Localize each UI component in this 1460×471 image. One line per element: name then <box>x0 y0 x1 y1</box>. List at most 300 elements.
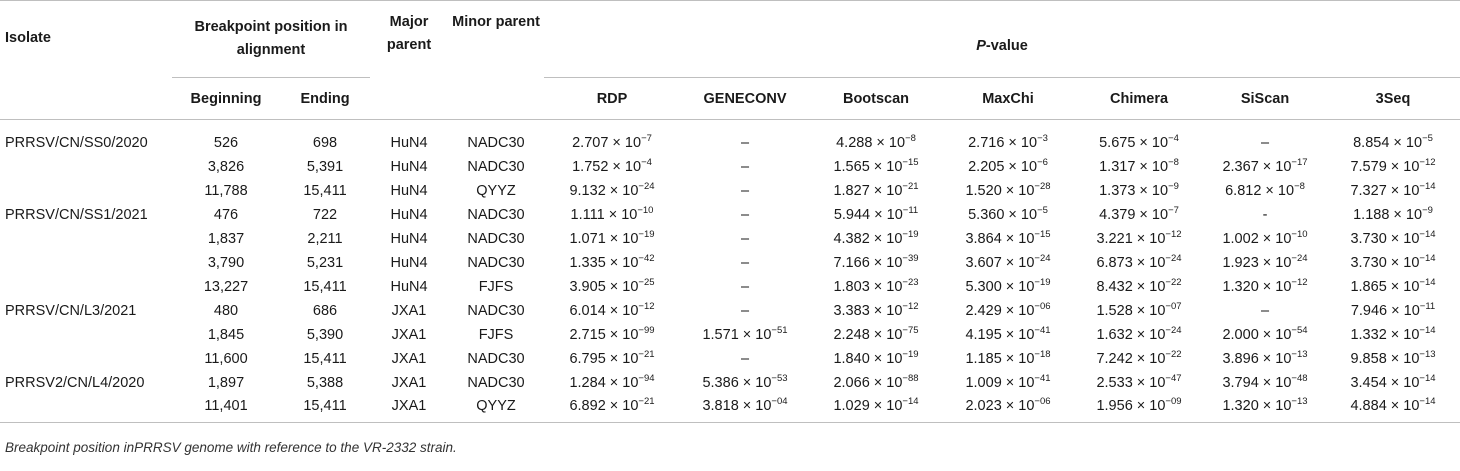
p-value-exponent: −13 <box>1419 348 1436 360</box>
p-value-cell <box>942 323 1074 347</box>
p-value-cell <box>1074 395 1204 423</box>
table-row <box>0 120 1460 155</box>
p-value-cell <box>544 323 680 347</box>
p-value-cell <box>1204 251 1326 275</box>
p-value-mantissa: 1.111 × 10 <box>570 206 638 223</box>
p-value-exponent: −15 <box>1034 228 1051 240</box>
p-value-exponent: −3 <box>1037 132 1048 144</box>
p-value-cell <box>680 395 810 423</box>
table-row <box>0 275 1460 299</box>
p-value-mantissa: 2.000 × 10 <box>1222 326 1292 343</box>
p-value-mantissa: 1.565 × 10 <box>833 158 903 175</box>
minor-parent-cell: QYYZ <box>476 182 516 199</box>
p-value-mantissa: 1.071 × 10 <box>569 230 639 247</box>
ending-cell: 15,411 <box>303 278 347 295</box>
header-method: MaxChi <box>942 78 1074 120</box>
p-value-mantissa: 3.794 × 10 <box>1222 374 1292 391</box>
isolate-cell: PRRSV/CN/SS0/2020 <box>5 134 148 151</box>
p-value-cell <box>1074 299 1204 323</box>
major-parent-cell: JXA1 <box>391 398 427 415</box>
p-value-exponent: −13 <box>1291 396 1308 408</box>
p-value-cell <box>680 299 810 323</box>
header-p-letter: P <box>976 37 986 54</box>
p-value-mantissa: 7.327 × 10 <box>1350 182 1420 199</box>
p-value-mantissa: 1.840 × 10 <box>833 350 903 367</box>
p-value-exponent: −19 <box>1034 276 1051 288</box>
p-value-mantissa: 1.185 × 10 <box>965 350 1035 367</box>
p-value-cell <box>942 299 1074 323</box>
p-value-exponent: −12 <box>1165 228 1182 240</box>
table-row <box>0 299 1460 323</box>
major-parent-cell: HuN4 <box>390 134 428 151</box>
p-value-exponent: −99 <box>638 324 655 336</box>
ending-cell: 15,411 <box>303 350 347 367</box>
p-value-cell <box>810 203 942 227</box>
p-value-cell <box>544 251 680 275</box>
p-value-mantissa: 1.188 × 10 <box>1353 206 1423 223</box>
table-row <box>0 251 1460 275</box>
p-value-mantissa: 1.002 × 10 <box>1222 230 1292 247</box>
p-value-cell <box>680 275 810 299</box>
isolate-cell: PRRSV/CN/SS1/2021 <box>5 206 148 223</box>
p-value-cell <box>810 155 942 179</box>
p-value-exponent: −9 <box>1168 180 1179 192</box>
p-value-mantissa: 2.715 × 10 <box>569 326 639 343</box>
p-value-mantissa: 2.066 × 10 <box>833 374 903 391</box>
p-value-mantissa: 5.300 × 10 <box>965 278 1035 295</box>
p-value-cell <box>942 275 1074 299</box>
p-value-cell <box>1204 371 1326 395</box>
p-value-cell <box>810 395 942 423</box>
p-value-mantissa: 7.242 × 10 <box>1096 350 1166 367</box>
p-value-exponent: −22 <box>1165 276 1182 288</box>
p-value-exponent: −22 <box>1165 348 1182 360</box>
major-parent-cell: JXA1 <box>391 350 427 367</box>
major-parent-cell: JXA1 <box>391 374 427 391</box>
major-parent-cell: HuN4 <box>390 254 428 271</box>
ending-cell: 2,211 <box>307 230 343 247</box>
minor-parent-cell: FJFS <box>478 326 514 343</box>
major-parent-cell: HuN4 <box>390 278 428 295</box>
p-value-cell <box>680 227 810 251</box>
header-p-suffix: -value <box>985 37 1028 54</box>
isolate-cell <box>0 227 172 251</box>
isolate-cell: PRRSV2/CN/L4/2020 <box>5 374 145 391</box>
p-value-mantissa: 2.707 × 10 <box>572 134 642 151</box>
p-value-mantissa: 5.675 × 10 <box>1099 134 1169 151</box>
beginning-cell: 480 <box>213 302 239 319</box>
p-value-cell <box>1326 203 1460 227</box>
p-value-mantissa: 3.864 × 10 <box>965 230 1035 247</box>
p-value-cell <box>680 179 810 203</box>
p-value-cell <box>1074 323 1204 347</box>
beginning-cell: 1,845 <box>207 326 245 343</box>
p-value-exponent: −23 <box>902 276 919 288</box>
isolate-cell <box>0 155 172 179</box>
p-value-exponent: −6 <box>1037 156 1048 168</box>
p-value-mantissa: 1.752 × 10 <box>572 158 642 175</box>
p-value-exponent: −12 <box>1419 156 1436 168</box>
p-value-cell <box>680 371 810 395</box>
p-value-mantissa: 1.320 × 10 <box>1222 278 1292 295</box>
p-value-mantissa: 1.632 × 10 <box>1096 326 1166 343</box>
p-value-mantissa: 6.014 × 10 <box>569 302 639 319</box>
beginning-cell: 11,600 <box>204 350 248 367</box>
p-value-mantissa: 1.335 × 10 <box>569 254 639 271</box>
minor-parent-cell: NADC30 <box>467 302 525 319</box>
header-method: SiScan <box>1204 78 1326 120</box>
ending-cell: 722 <box>312 206 338 223</box>
p-value-exponent: −48 <box>1291 372 1308 384</box>
p-value-mantissa: 4.379 × 10 <box>1099 206 1169 223</box>
p-value-exponent: −4 <box>641 156 652 168</box>
p-value-cell <box>680 323 810 347</box>
p-value-exponent: −21 <box>902 180 919 192</box>
p-value-cell <box>1204 395 1326 423</box>
beginning-cell: 1,837 <box>207 230 245 247</box>
p-value-mantissa: 7.946 × 10 <box>1350 302 1420 319</box>
p-value-mantissa: 3.905 × 10 <box>569 278 639 295</box>
p-value-mantissa: 2.205 × 10 <box>968 158 1038 175</box>
minor-parent-cell: NADC30 <box>467 206 525 223</box>
major-parent-cell: JXA1 <box>391 302 427 319</box>
header-method: RDP <box>544 78 680 120</box>
p-value-exponent: −21 <box>638 396 655 408</box>
table-body <box>0 120 1460 423</box>
p-value-cell <box>1204 347 1326 371</box>
p-value-cell <box>1204 275 1326 299</box>
table-row <box>0 227 1460 251</box>
p-value-cell <box>1204 155 1326 179</box>
major-parent-cell: HuN4 <box>390 206 428 223</box>
p-value-mantissa: 8.854 × 10 <box>1353 134 1423 151</box>
p-value-exponent: −10 <box>1291 228 1308 240</box>
p-value-mantissa: 2.533 × 10 <box>1096 374 1166 391</box>
p-value-exponent: −15 <box>902 156 919 168</box>
p-value-mantissa: – <box>740 254 750 271</box>
p-value-cell <box>1204 227 1326 251</box>
p-value-exponent: −19 <box>902 228 919 240</box>
p-value-exponent: −12 <box>902 300 919 312</box>
p-value-mantissa: 1.865 × 10 <box>1350 278 1420 295</box>
p-value-exponent: −53 <box>771 372 788 384</box>
p-value-cell <box>942 120 1074 155</box>
p-value-exponent: −8 <box>1294 180 1305 192</box>
p-value-mantissa: 3.896 × 10 <box>1222 350 1292 367</box>
p-value-cell <box>942 347 1074 371</box>
p-value-exponent: −14 <box>1419 396 1436 408</box>
isolate-cell <box>0 395 172 423</box>
p-value-exponent: −17 <box>1291 156 1308 168</box>
p-value-cell <box>942 395 1074 423</box>
p-value-cell <box>680 203 810 227</box>
p-value-mantissa: 7.166 × 10 <box>833 254 903 271</box>
p-value-exponent: −19 <box>902 348 919 360</box>
p-value-cell <box>544 179 680 203</box>
p-value-mantissa: 1.029 × 10 <box>833 398 903 415</box>
p-value-exponent: −5 <box>1422 132 1433 144</box>
p-value-mantissa: – <box>740 158 750 175</box>
minor-parent-cell: NADC30 <box>467 158 525 175</box>
p-value-cell <box>942 179 1074 203</box>
p-value-exponent: −12 <box>638 300 655 312</box>
p-value-cell <box>1204 323 1326 347</box>
p-value-cell <box>1204 179 1326 203</box>
minor-parent-cell: NADC30 <box>467 134 525 151</box>
beginning-cell: 11,401 <box>204 398 248 415</box>
isolate-cell <box>0 275 172 299</box>
p-value-exponent: −28 <box>1034 180 1051 192</box>
minor-parent-cell: NADC30 <box>467 350 525 367</box>
beginning-cell: 1,897 <box>207 374 245 391</box>
isolate-cell <box>0 251 172 275</box>
header-ending: Ending <box>280 78 370 120</box>
p-value-exponent: −24 <box>1165 324 1182 336</box>
p-value-mantissa: - <box>1262 206 1268 223</box>
header-p-value <box>544 0 1460 78</box>
ending-cell: 5,231 <box>306 254 344 271</box>
p-value-mantissa: 1.320 × 10 <box>1222 398 1292 415</box>
p-value-mantissa: 3.607 × 10 <box>965 254 1035 271</box>
p-value-exponent: −4 <box>1168 132 1179 144</box>
p-value-exponent: −88 <box>902 372 919 384</box>
p-value-mantissa: 2.429 × 10 <box>965 302 1035 319</box>
p-value-mantissa: – <box>740 302 750 319</box>
p-value-cell <box>1326 395 1460 423</box>
minor-parent-cell: NADC30 <box>467 254 525 271</box>
p-value-exponent: −06 <box>1034 300 1051 312</box>
p-value-cell <box>680 347 810 371</box>
p-value-mantissa: 5.386 × 10 <box>702 374 772 391</box>
p-value-cell <box>1074 275 1204 299</box>
beginning-cell: 13,227 <box>203 278 249 295</box>
p-value-cell <box>810 251 942 275</box>
p-value-cell <box>942 251 1074 275</box>
major-parent-cell: HuN4 <box>390 230 428 247</box>
major-parent-cell: JXA1 <box>391 326 427 343</box>
p-value-mantissa: 6.795 × 10 <box>569 350 639 367</box>
p-value-mantissa: – <box>1260 134 1270 151</box>
minor-parent-cell: NADC30 <box>467 374 525 391</box>
p-value-exponent: −41 <box>1034 324 1051 336</box>
p-value-mantissa: 2.248 × 10 <box>833 326 903 343</box>
minor-parent-cell: FJFS <box>478 278 514 295</box>
p-value-exponent: −9 <box>1422 204 1433 216</box>
p-value-cell <box>544 299 680 323</box>
p-value-cell <box>1074 179 1204 203</box>
p-value-exponent: −8 <box>905 132 916 144</box>
p-value-cell <box>942 155 1074 179</box>
p-value-exponent: −41 <box>1034 372 1051 384</box>
ending-cell: 698 <box>312 134 338 151</box>
p-value-cell <box>1074 251 1204 275</box>
p-value-exponent: −14 <box>1419 228 1436 240</box>
beginning-cell: 476 <box>213 206 239 223</box>
p-value-mantissa: – <box>1260 302 1270 319</box>
ending-cell: 5,388 <box>306 374 344 391</box>
p-value-mantissa: 3.730 × 10 <box>1350 254 1420 271</box>
p-value-exponent: −14 <box>1419 252 1436 264</box>
p-value-cell <box>1326 347 1460 371</box>
p-value-exponent: −7 <box>641 132 652 144</box>
p-value-exponent: −21 <box>638 348 655 360</box>
p-value-exponent: −11 <box>902 204 919 216</box>
p-value-cell <box>544 275 680 299</box>
p-value-mantissa: 6.812 × 10 <box>1225 182 1295 199</box>
p-value-exponent: −19 <box>638 228 655 240</box>
p-value-cell <box>1326 299 1460 323</box>
p-value-cell <box>544 203 680 227</box>
p-value-exponent: −11 <box>1419 300 1436 312</box>
minor-parent-cell: NADC30 <box>467 230 525 247</box>
p-value-mantissa: 4.288 × 10 <box>836 134 906 151</box>
beginning-cell: 526 <box>213 134 239 151</box>
p-value-cell <box>1074 227 1204 251</box>
p-value-mantissa: 5.944 × 10 <box>833 206 903 223</box>
p-value-exponent: −5 <box>1037 204 1048 216</box>
header-isolate: Isolate <box>5 30 51 46</box>
table-footnote: Breakpoint position inPRRSV genome with reference to the VR-2332 strain. <box>5 440 457 455</box>
p-value-exponent: −39 <box>902 252 919 264</box>
isolate-cell <box>0 347 172 371</box>
table-row <box>0 323 1460 347</box>
p-value-mantissa: 2.716 × 10 <box>968 134 1038 151</box>
p-value-cell <box>1074 347 1204 371</box>
p-value-exponent: −09 <box>1165 396 1182 408</box>
p-value-exponent: −54 <box>1291 324 1308 336</box>
p-value-exponent: −14 <box>1419 180 1436 192</box>
p-value-exponent: −24 <box>638 180 655 192</box>
p-value-cell <box>810 347 942 371</box>
p-value-cell <box>1326 227 1460 251</box>
p-value-mantissa: 8.432 × 10 <box>1096 278 1166 295</box>
header-method: GENECONV <box>680 78 810 120</box>
p-value-exponent: −14 <box>902 396 919 408</box>
p-value-mantissa: 2.367 × 10 <box>1222 158 1292 175</box>
p-value-exponent: −07 <box>1165 300 1182 312</box>
p-value-mantissa: – <box>740 230 750 247</box>
p-value-exponent: −24 <box>1165 252 1182 264</box>
p-value-mantissa: 1.009 × 10 <box>965 374 1035 391</box>
header-major-parent: Major parent <box>386 14 432 53</box>
p-value-cell <box>810 275 942 299</box>
ending-cell: 15,411 <box>303 398 347 415</box>
p-value-mantissa: – <box>740 134 750 151</box>
p-value-mantissa: 5.360 × 10 <box>968 206 1038 223</box>
p-value-exponent: −42 <box>638 252 655 264</box>
p-value-exponent: −8 <box>1168 156 1179 168</box>
p-value-cell <box>544 155 680 179</box>
table-row <box>0 395 1460 423</box>
p-value-mantissa: 3.730 × 10 <box>1350 230 1420 247</box>
p-value-exponent: −14 <box>1419 372 1436 384</box>
isolate-cell <box>0 323 172 347</box>
p-value-cell <box>1204 299 1326 323</box>
p-value-exponent: −51 <box>771 324 788 336</box>
ending-cell: 5,391 <box>306 158 344 175</box>
p-value-cell <box>810 371 942 395</box>
table-row <box>0 371 1460 395</box>
p-value-cell <box>810 323 942 347</box>
beginning-cell: 3,826 <box>207 158 245 175</box>
p-value-cell <box>1074 120 1204 155</box>
p-value-cell <box>810 179 942 203</box>
p-value-mantissa: 1.956 × 10 <box>1096 398 1166 415</box>
p-value-mantissa: 3.454 × 10 <box>1350 374 1420 391</box>
table-row <box>0 155 1460 179</box>
p-value-cell <box>1074 155 1204 179</box>
p-value-cell <box>544 347 680 371</box>
p-value-exponent: −24 <box>1034 252 1051 264</box>
p-value-exponent: −14 <box>1419 324 1436 336</box>
p-value-exponent: −04 <box>771 396 788 408</box>
p-value-exponent: −7 <box>1168 204 1179 216</box>
header-beginning: Beginning <box>172 78 280 120</box>
p-value-cell <box>544 395 680 423</box>
p-value-mantissa: 6.892 × 10 <box>569 398 639 415</box>
p-value-mantissa: 1.284 × 10 <box>569 374 639 391</box>
p-value-mantissa: 3.818 × 10 <box>702 398 772 415</box>
p-value-cell <box>1204 203 1326 227</box>
p-value-cell <box>1204 120 1326 155</box>
p-value-exponent: −13 <box>1291 348 1308 360</box>
p-value-exponent: −25 <box>638 276 655 288</box>
p-value-cell <box>1326 251 1460 275</box>
isolate-cell: PRRSV/CN/L3/2021 <box>5 302 137 319</box>
beginning-cell: 3,790 <box>207 254 245 271</box>
p-value-cell <box>1326 120 1460 155</box>
p-value-cell <box>1326 323 1460 347</box>
table-row <box>0 203 1460 227</box>
p-value-cell <box>1326 275 1460 299</box>
p-value-mantissa: 1.803 × 10 <box>833 278 903 295</box>
p-value-exponent: −47 <box>1165 372 1182 384</box>
p-value-cell <box>1326 371 1460 395</box>
p-value-mantissa: 4.195 × 10 <box>965 326 1035 343</box>
p-value-cell <box>942 227 1074 251</box>
p-value-cell <box>1074 203 1204 227</box>
p-value-cell <box>942 371 1074 395</box>
p-value-cell <box>680 155 810 179</box>
p-value-mantissa: 1.373 × 10 <box>1099 182 1169 199</box>
p-value-mantissa: 1.332 × 10 <box>1350 326 1420 343</box>
p-value-mantissa: 4.382 × 10 <box>833 230 903 247</box>
p-value-cell <box>544 120 680 155</box>
p-value-mantissa: 2.023 × 10 <box>965 398 1035 415</box>
p-value-mantissa: 1.520 × 10 <box>965 182 1035 199</box>
major-parent-cell: HuN4 <box>390 182 428 199</box>
p-value-mantissa: 3.221 × 10 <box>1096 230 1166 247</box>
p-value-mantissa: 9.858 × 10 <box>1350 350 1420 367</box>
header-method: Chimera <box>1074 78 1204 120</box>
ending-cell: 15,411 <box>303 182 347 199</box>
p-value-mantissa: 7.579 × 10 <box>1350 158 1420 175</box>
p-value-exponent: −18 <box>1034 348 1051 360</box>
p-value-mantissa: 1.317 × 10 <box>1099 158 1169 175</box>
ending-cell: 5,390 <box>306 326 344 343</box>
p-value-cell <box>1074 371 1204 395</box>
p-value-cell <box>810 120 942 155</box>
p-value-mantissa: 6.873 × 10 <box>1096 254 1166 271</box>
p-value-cell <box>810 299 942 323</box>
minor-parent-cell: QYYZ <box>476 398 516 415</box>
header-breakpoint: Breakpoint position in alignment <box>194 18 348 58</box>
p-value-cell <box>544 227 680 251</box>
p-value-exponent: −06 <box>1034 396 1051 408</box>
ending-cell: 686 <box>312 302 338 319</box>
beginning-cell: 11,788 <box>204 182 248 199</box>
p-value-cell <box>810 227 942 251</box>
